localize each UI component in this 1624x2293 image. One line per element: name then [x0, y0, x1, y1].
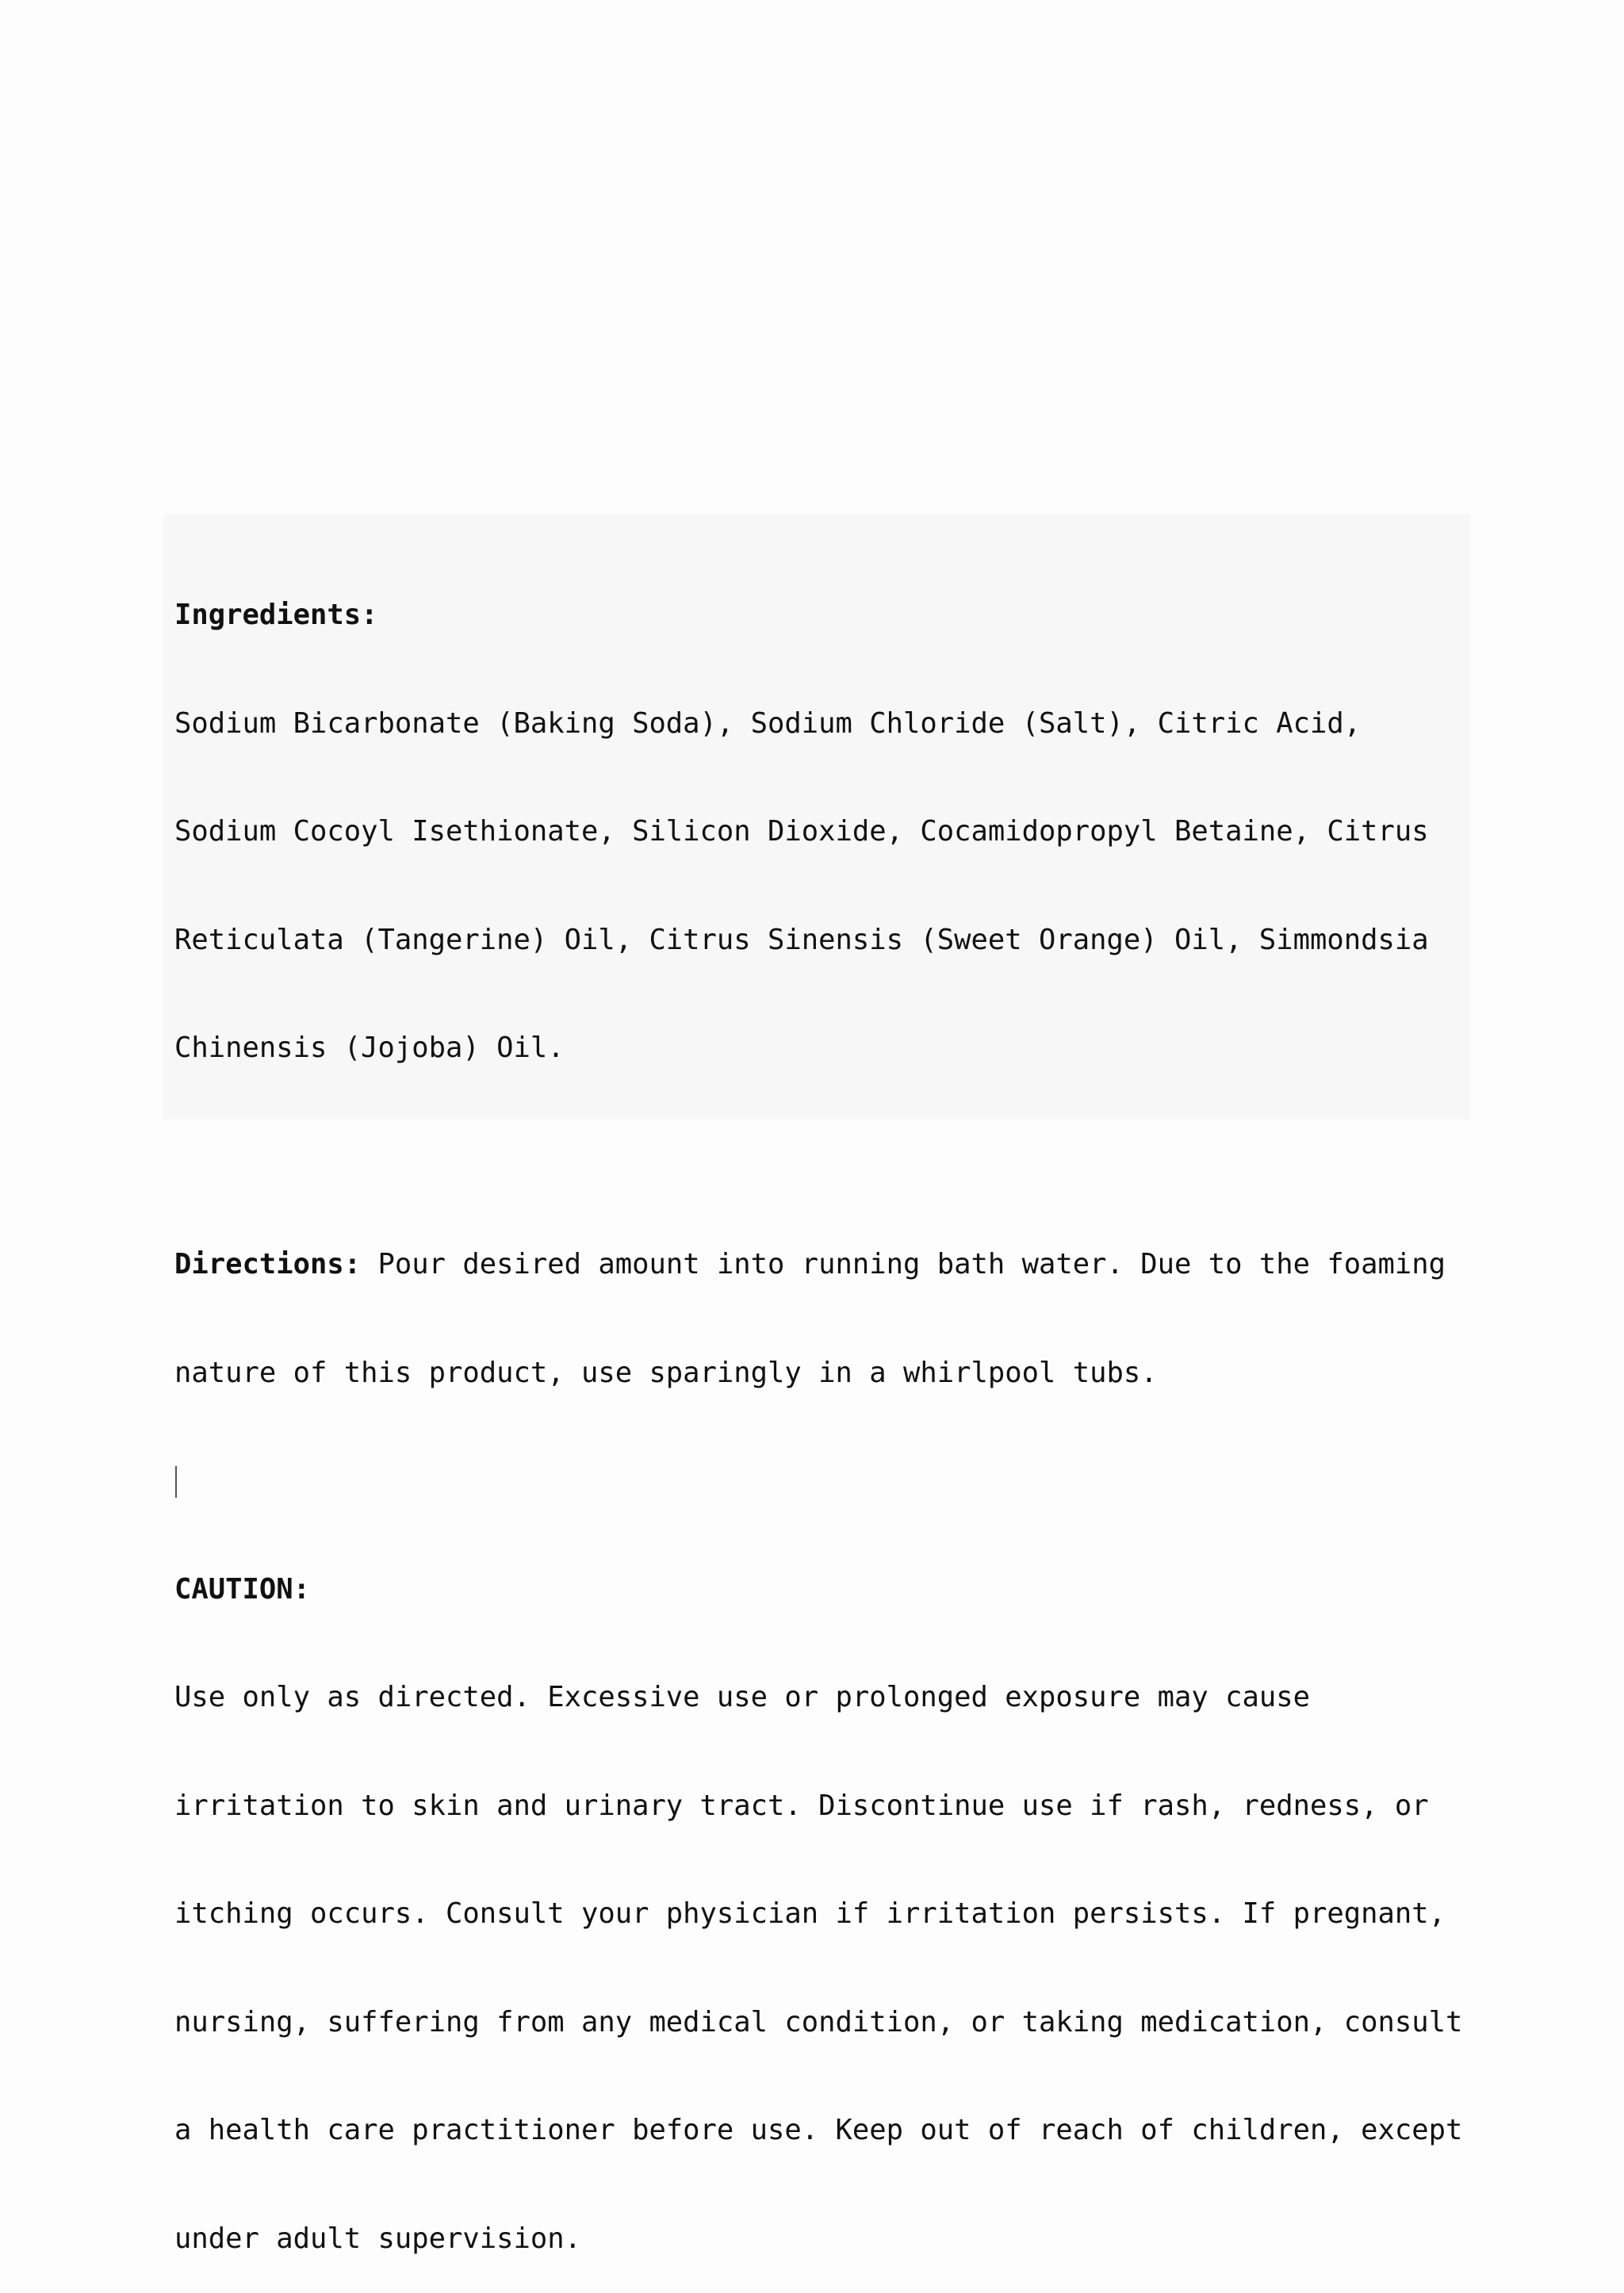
ingredients-line: Sodium Bicarbonate (Baking Soda), Sodium Chloride (Salt), Citric Acid,: [174, 706, 1362, 740]
caution-line: irritation to skin and urinary tract. Discontinue use if rash, redness, or: [174, 1789, 1429, 1822]
ingredients-line: Reticulata (Tangerine) Oil, Citrus Sinensis (Sweet Orange) Oil, Simmondsia: [174, 923, 1429, 956]
text-cursor: [175, 1466, 177, 1498]
ingredients-line: Sodium Cocoyl Isethionate, Silicon Dioxide, Cocamidopropyl Betaine, Citrus: [174, 815, 1429, 848]
blank-line: [174, 1139, 1470, 1175]
directions-line: [174, 1246, 1470, 1283]
ingredients-line: Chinensis (Jojoba) Oil.: [174, 1032, 565, 1064]
blank-line: [174, 1463, 1470, 1499]
directions-line: nature of this product, use sparingly in a whirlpool tubs.: [174, 1356, 1158, 1389]
directions-text: Pour desired amount into running bath water. Due to the foaming: [361, 1248, 1446, 1280]
caution-line: itching occurs. Consult your physician if irritation persists. If pregnant,: [174, 1897, 1446, 1930]
ingredients-heading: Ingredients:: [174, 599, 378, 631]
text-editor-area[interactable]: [163, 514, 1470, 2255]
caution-line: Use only as directed. Excessive use or prolonged exposure may cause: [174, 1681, 1310, 1713]
caution-heading: CAUTION:: [174, 1572, 310, 1606]
directions-heading: Directions:: [174, 1248, 362, 1280]
caution-line: nursing, suffering from any medical condition, or taking medication, consult: [174, 2005, 1463, 2038]
caution-line: under adult supervision.: [174, 2222, 581, 2255]
caution-line: a health care practitioner before use. Keep out of reach of children, except: [174, 2114, 1463, 2146]
